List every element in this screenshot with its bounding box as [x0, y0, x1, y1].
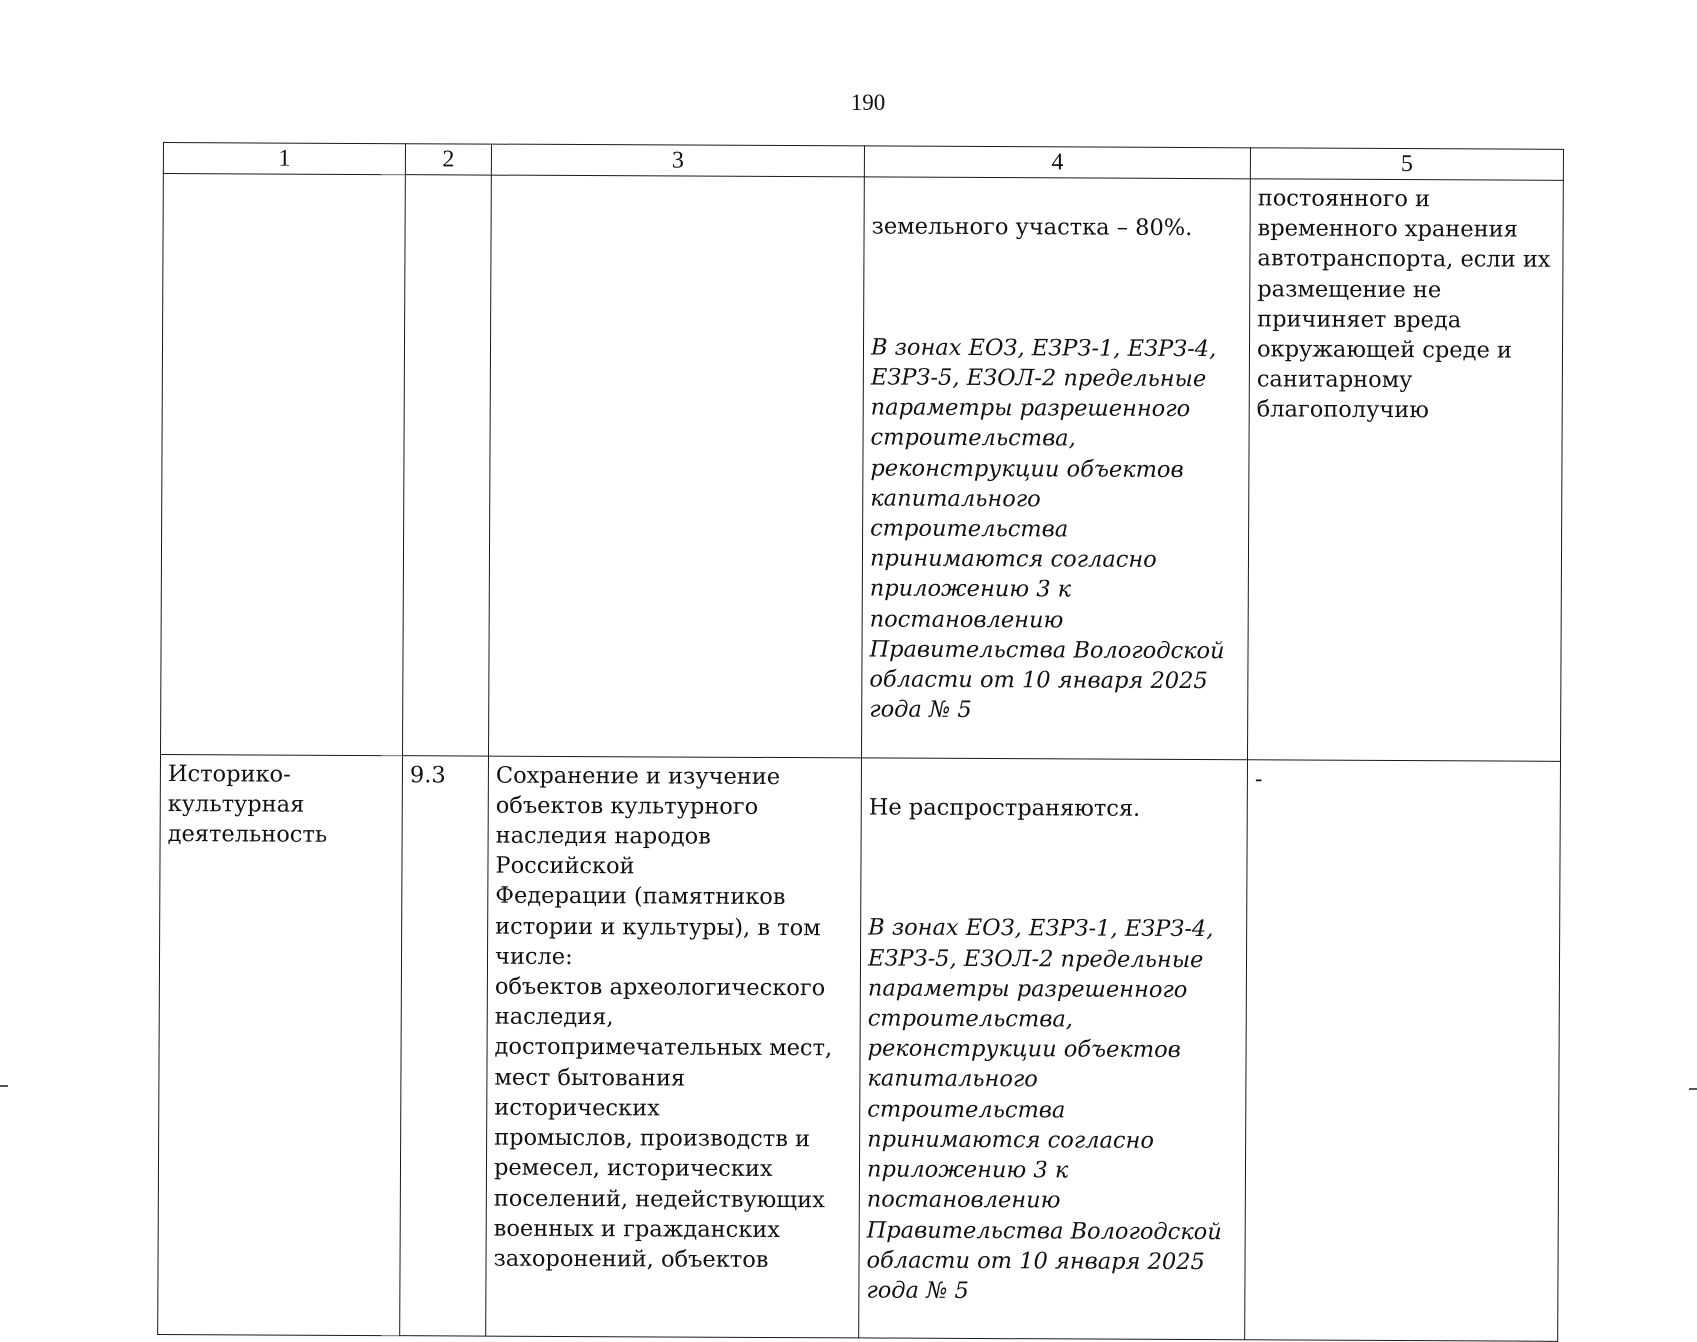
page-number: 190	[850, 90, 886, 115]
paragraph-spacer	[871, 272, 1242, 304]
scan-edge-mark-right	[1689, 1088, 1697, 1090]
row2-parameters-cell	[859, 758, 1248, 1341]
table-row	[158, 754, 1561, 1341]
row1-use-name-cell	[161, 174, 406, 756]
row1-code-cell	[403, 175, 492, 756]
table-row	[161, 174, 1564, 761]
row2-zone-parameters-text: В зонах ЕОЗ, ЕЗРЗ-1, ЕЗРЗ-4, ЕЗРЗ-5, ЕЗОЛ-2 предельные параметры разрешенного строительства, реконструкции объектов капитального строительства принимаются согласно приложению 3 к постановлению Правительства Вологодской области от 10 января 2025 года № 5	[866, 914, 1222, 1304]
row1-parameters-cell	[862, 177, 1251, 760]
row2-parameters-text: Не распространяются.	[868, 794, 1141, 822]
regulations-table	[157, 142, 1564, 1342]
scan-edge-mark-left	[0, 1085, 8, 1087]
row2-code-cell: 9.3	[400, 755, 489, 1336]
row1-zone-parameters-text: В зонах ЕОЗ, ЕЗРЗ-1, ЕЗРЗ-4, ЕЗРЗ-5, ЕЗОЛ-2 предельные параметры разрешенного строительства, реконструкции объектов капитального строительства принимаются согласно приложению 3 к постановлению Правительства Вологодской области от 10 января 2025 года № 5	[869, 334, 1225, 724]
column-header-2: 2	[405, 144, 491, 175]
row1-conditions-cell: постоянного и временного хранения автотранспорта, если их размещение не причиняет вреда окружающей среде и санитарному благополучию	[1247, 179, 1563, 761]
row2-conditions-cell: -	[1245, 759, 1561, 1341]
column-header-3: 3	[491, 144, 864, 177]
row1-parameters-text: земельного участка – 80%.	[871, 213, 1193, 242]
column-header-5: 5	[1250, 148, 1563, 181]
paragraph-spacer	[868, 853, 1239, 885]
column-header-1: 1	[163, 143, 405, 175]
row1-description-cell	[489, 175, 865, 757]
column-header-4: 4	[864, 146, 1250, 179]
row2-description-cell: Сохранение и изучение объектов культурного наследия народов Российской Федерации (памятников истории и культуры), в том числе: объектов археологического наследия, достопримечательных мест, мест бытования исторических промыслов, производств и ремесел, исторических поселений, недействующих военных и гражданских захоронений, объектов	[486, 756, 862, 1338]
row2-use-name-cell: Историко- культурная деятельность	[158, 754, 403, 1336]
